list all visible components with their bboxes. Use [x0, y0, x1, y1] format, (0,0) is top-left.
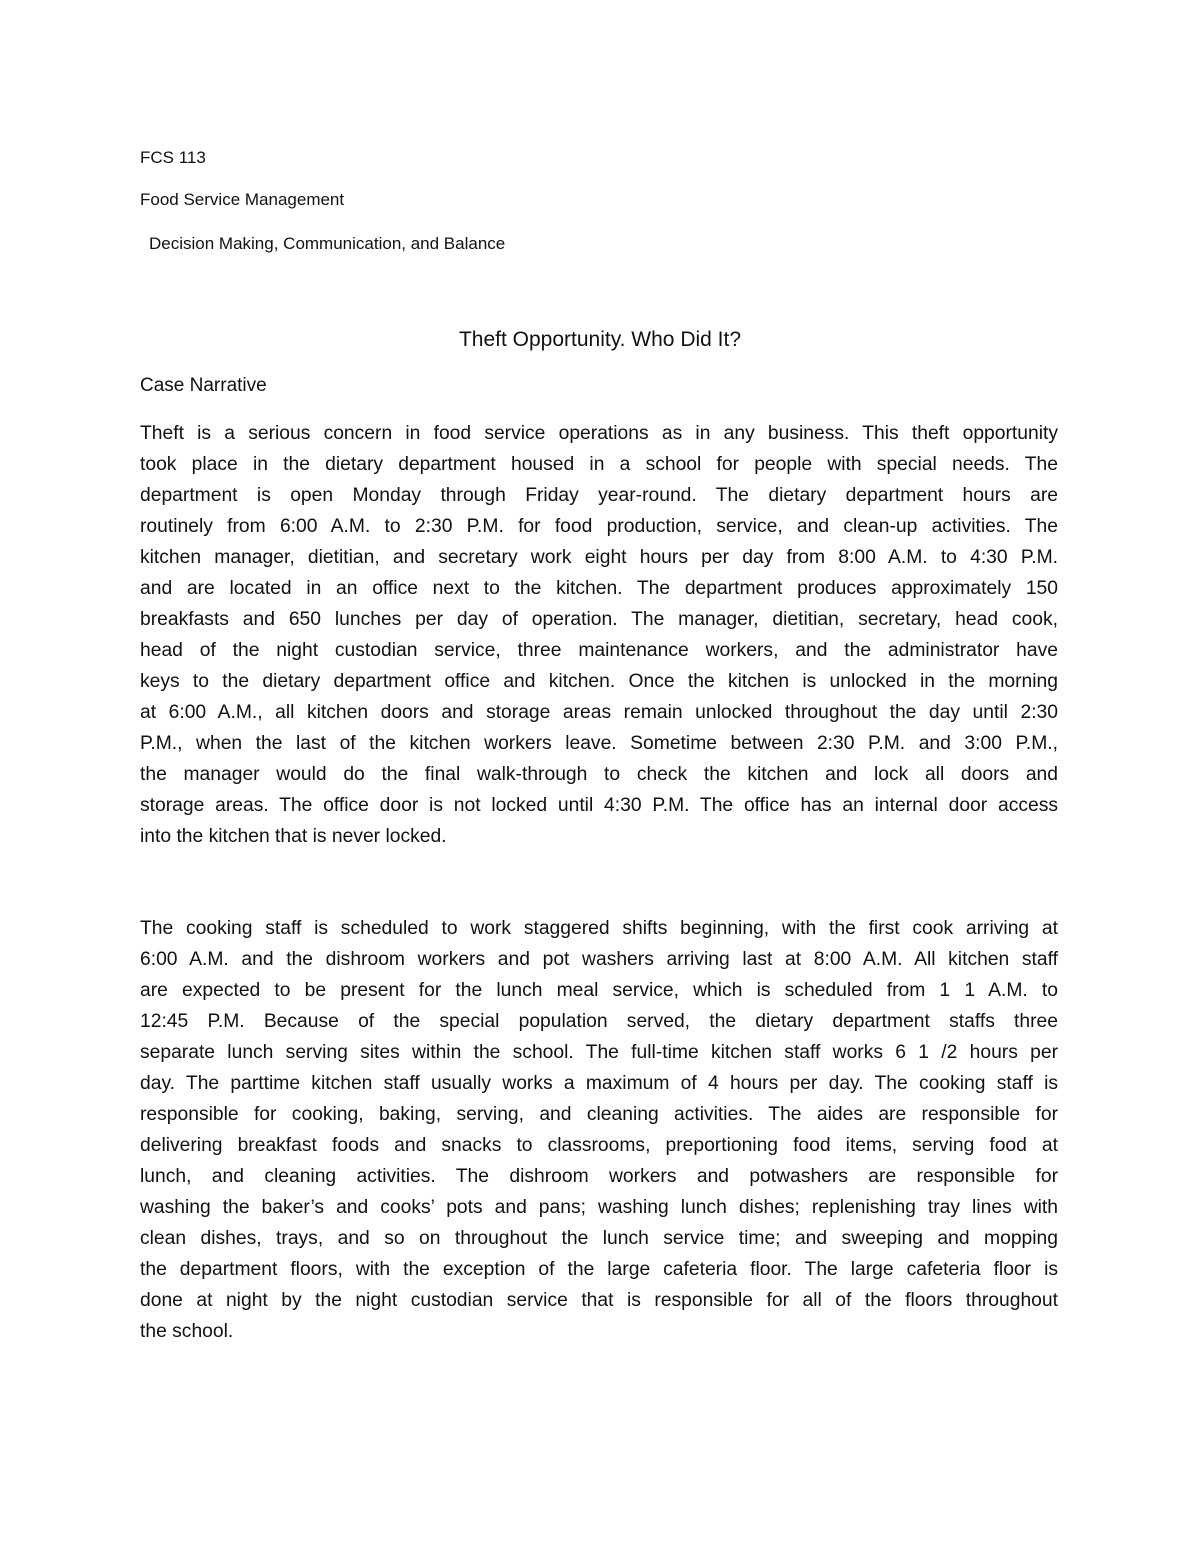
- paragraph-line: head of the night custodian service, three maintenance workers, and the administrator have: [140, 640, 1058, 661]
- paragraph-line: responsible for cooking, baking, serving, and cleaning activities. The aides are responsible for: [140, 1104, 1058, 1125]
- document-title: Theft Opportunity. Who Did It?: [458, 328, 742, 351]
- paragraph-line: lunch, and cleaning activities. The dishroom workers and potwashers are responsible for: [140, 1166, 1058, 1187]
- paragraph-case-narrative-2: [140, 913, 1058, 1347]
- paragraph-line: took place in the dietary department housed in a school for people with special needs. The: [140, 454, 1058, 475]
- paragraph-line: P.M., when the last of the kitchen workers leave. Sometime between 2:30 P.M. and 3:00 P.M.,: [140, 733, 1058, 754]
- paragraph-line: and are located in an office next to the kitchen. The department produces approximately 150: [140, 578, 1058, 599]
- paragraph-line: breakfasts and 650 lunches per day of operation. The manager, dietitian, secretary, head cook,: [140, 609, 1058, 630]
- paragraph-line: routinely from 6:00 A.M. to 2:30 P.M. for food production, service, and clean-up activities. The: [140, 516, 1058, 537]
- paragraph-line: delivering breakfast foods and snacks to classrooms, preportioning food items, serving food at: [140, 1135, 1058, 1156]
- paragraph-line: are expected to be present for the lunch meal service, which is scheduled from 1 1 A.M. to: [140, 980, 1058, 1001]
- course-name: Food Service Management: [140, 190, 345, 209]
- section-heading: Case Narrative: [140, 375, 267, 396]
- paragraph-line: department is open Monday through Friday year-round. The dietary department hours are: [140, 485, 1058, 506]
- paragraph-line: the school.: [140, 1321, 234, 1342]
- paragraph-line: day. The parttime kitchen staff usually works a maximum of 4 hours per day. The cooking staff is: [140, 1073, 1058, 1094]
- unit-title: Decision Making, Communication, and Balance: [149, 234, 506, 253]
- paragraph-line: the department floors, with the exception of the large cafeteria floor. The large cafeteria floor is: [140, 1259, 1058, 1280]
- paragraph-line: 12:45 P.M. Because of the special population served, the dietary department staffs three: [140, 1011, 1058, 1032]
- paragraph-line: 6:00 A.M. and the dishroom workers and pot washers arriving last at 8:00 A.M. All kitchen staff: [140, 949, 1058, 970]
- paragraph-line: into the kitchen that is never locked.: [140, 826, 447, 847]
- paragraph-line: The cooking staff is scheduled to work staggered shifts beginning, with the first cook arriving at: [140, 918, 1058, 939]
- paragraph-line: done at night by the night custodian service that is responsible for all of the floors throughout: [140, 1290, 1058, 1311]
- paragraph-line: keys to the dietary department office and kitchen. Once the kitchen is unlocked in the morning: [140, 671, 1058, 692]
- paragraph-line: the manager would do the final walk-through to check the kitchen and lock all doors and: [140, 764, 1058, 785]
- paragraph-line: separate lunch serving sites within the school. The full-time kitchen staff works 6 1 /2 hours per: [140, 1042, 1058, 1063]
- paragraph-case-narrative-1: [140, 418, 1058, 852]
- paragraph-line: kitchen manager, dietitian, and secretary work eight hours per day from 8:00 A.M. to 4:30 P.M.: [140, 547, 1058, 568]
- course-code: FCS 113: [140, 148, 206, 167]
- paragraph-line: washing the baker’s and cooks’ pots and pans; washing lunch dishes; replenishing tray lines with: [140, 1197, 1058, 1218]
- paragraph-line: at 6:00 A.M., all kitchen doors and storage areas remain unlocked throughout the day until 2:30: [140, 702, 1058, 723]
- paragraph-line: clean dishes, trays, and so on throughout the lunch service time; and sweeping and mopping: [140, 1228, 1058, 1249]
- paragraph-line: storage areas. The office door is not locked until 4:30 P.M. The office has an internal door access: [140, 795, 1058, 816]
- paragraph-line: Theft is a serious concern in food service operations as in any business. This theft opportunity: [140, 423, 1058, 444]
